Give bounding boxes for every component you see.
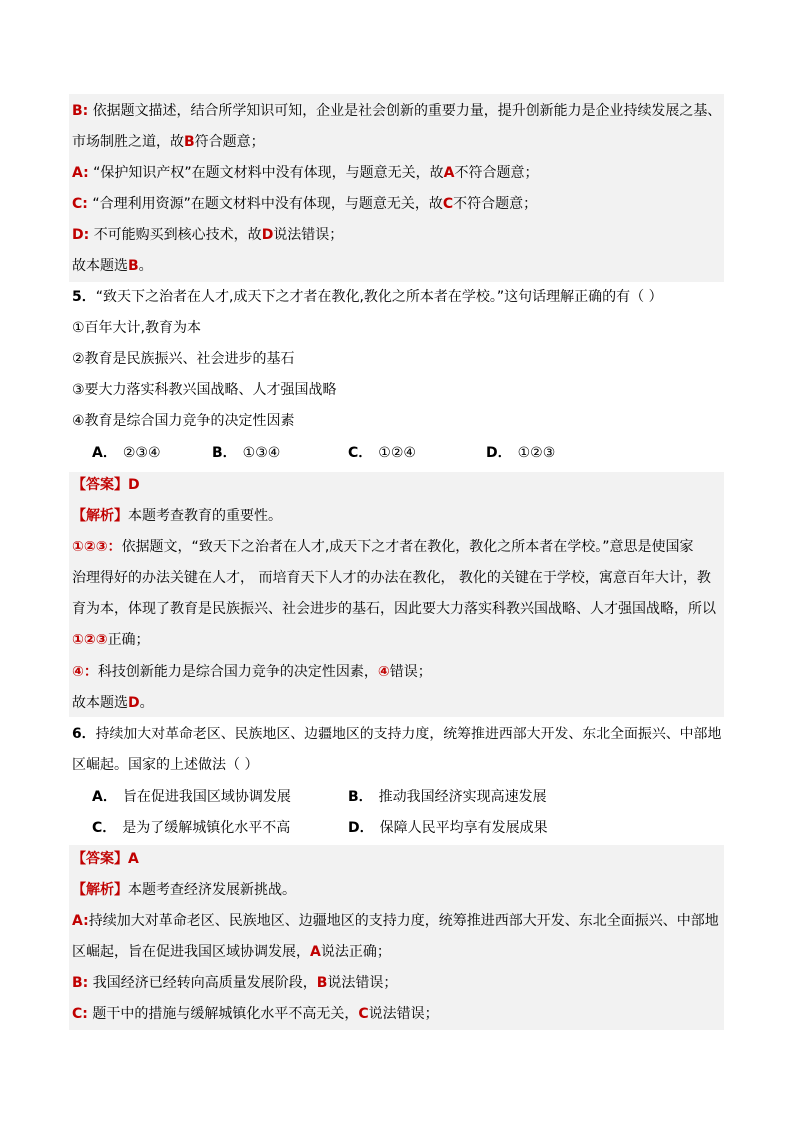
statement-item: ①百年大计,教育为本: [72, 320, 202, 336]
option-c[interactable]: C． 是为了缓解城镇化水平不高: [92, 820, 291, 836]
analysis-line: 【解析】本题考查教育的重要性。: [72, 508, 282, 524]
analysis-line: 治理得好的办法关键在人才， 而培育天下人才的办法在教化， 教化的关键在于学校，寓意百年大计，教: [72, 570, 711, 586]
analysis-line: C: 题干中的措施与缓解城镇化水平不高无关，C说法错误；: [72, 1006, 439, 1022]
analysis-line: 市场制胜之道，故B符合题意；: [72, 134, 265, 150]
analysis-line: 育为本，体现了教育是民族振兴、社会进步的基石，因此要大力落实科教兴国战略、人才强国战略，所以: [72, 601, 716, 617]
question-5-stem: 5．“致天下之治者在人才,成天下之才者在教化,教化之所本者在学校。”这句话理解正确的有（ ）: [72, 289, 663, 305]
analysis-line: ①②③：依据题文，“致天下之治者在人才,成天下之才者在教化，教化之所本者在学校。”意思是使国家: [72, 539, 694, 555]
analysis-line: 区崛起，旨在促进我国区域协调发展，A说法正确；: [72, 944, 391, 960]
statement-item: ④教育是综合国力竞争的决定性因素: [72, 413, 295, 429]
analysis-line: B: 依据题文描述，结合所学知识可知，企业是社会创新的重要力量，提升创新能力是企业持续发展之基、: [72, 103, 722, 119]
option-a[interactable]: A． 旨在促进我国区域协调发展: [92, 789, 291, 805]
conclusion-line: 故本题选B。: [72, 258, 153, 274]
statement-item: ②教育是民族振兴、社会进步的基石: [72, 351, 295, 367]
analysis-line: ④：科技创新能力是综合国力竞争的决定性因素，④错误；: [72, 664, 432, 680]
analysis-line: B: 我国经济已经转向高质量发展阶段，B说法错误；: [72, 975, 398, 991]
option-a[interactable]: A． ②③④: [92, 445, 161, 461]
analysis-line: 【解析】本题考查经济发展新挑战。: [72, 882, 296, 898]
conclusion-line: 故本题选D。: [72, 695, 154, 711]
analysis-line: C: “合理利用资源”在题文材料中没有体现，与题意无关，故C不符合题意；: [72, 196, 538, 212]
analysis-line: A:持续加大对革命老区、民族地区、边疆地区的支持力度，统筹推进西部大开发、东北全面振兴、中部地: [72, 913, 719, 929]
answer-line: 【答案】A: [72, 851, 139, 867]
option-b[interactable]: B． ①③④: [212, 445, 281, 461]
analysis-shade: [69, 845, 724, 1030]
analysis-shade: [69, 94, 724, 282]
analysis-line: D: 不可能购买到核心技术，故D说法错误；: [72, 227, 344, 243]
analysis-line: A: “保护知识产权”在题文材料中没有体现，与题意无关，故A不符合题意；: [72, 165, 539, 181]
question-6-stem: 6．持续加大对革命老区、民族地区、边疆地区的支持力度，统筹推进西部大开发、东北全面振兴、中部地: [72, 726, 722, 742]
option-d[interactable]: D． 保障人民平均享有发展成果: [348, 820, 548, 836]
analysis-line: ①②③正确；: [72, 632, 150, 648]
statement-item: ③要大力落实科教兴国战略、人才强国战略: [72, 382, 337, 398]
option-b[interactable]: B． 推动我国经济实现高速发展: [348, 789, 547, 805]
option-c[interactable]: C． ①②④: [348, 445, 416, 461]
question-6-stem: 区崛起。国家的上述做法（ ）: [72, 757, 259, 773]
answer-line: 【答案】D: [72, 477, 140, 493]
option-d[interactable]: D． ①②③: [486, 445, 556, 461]
